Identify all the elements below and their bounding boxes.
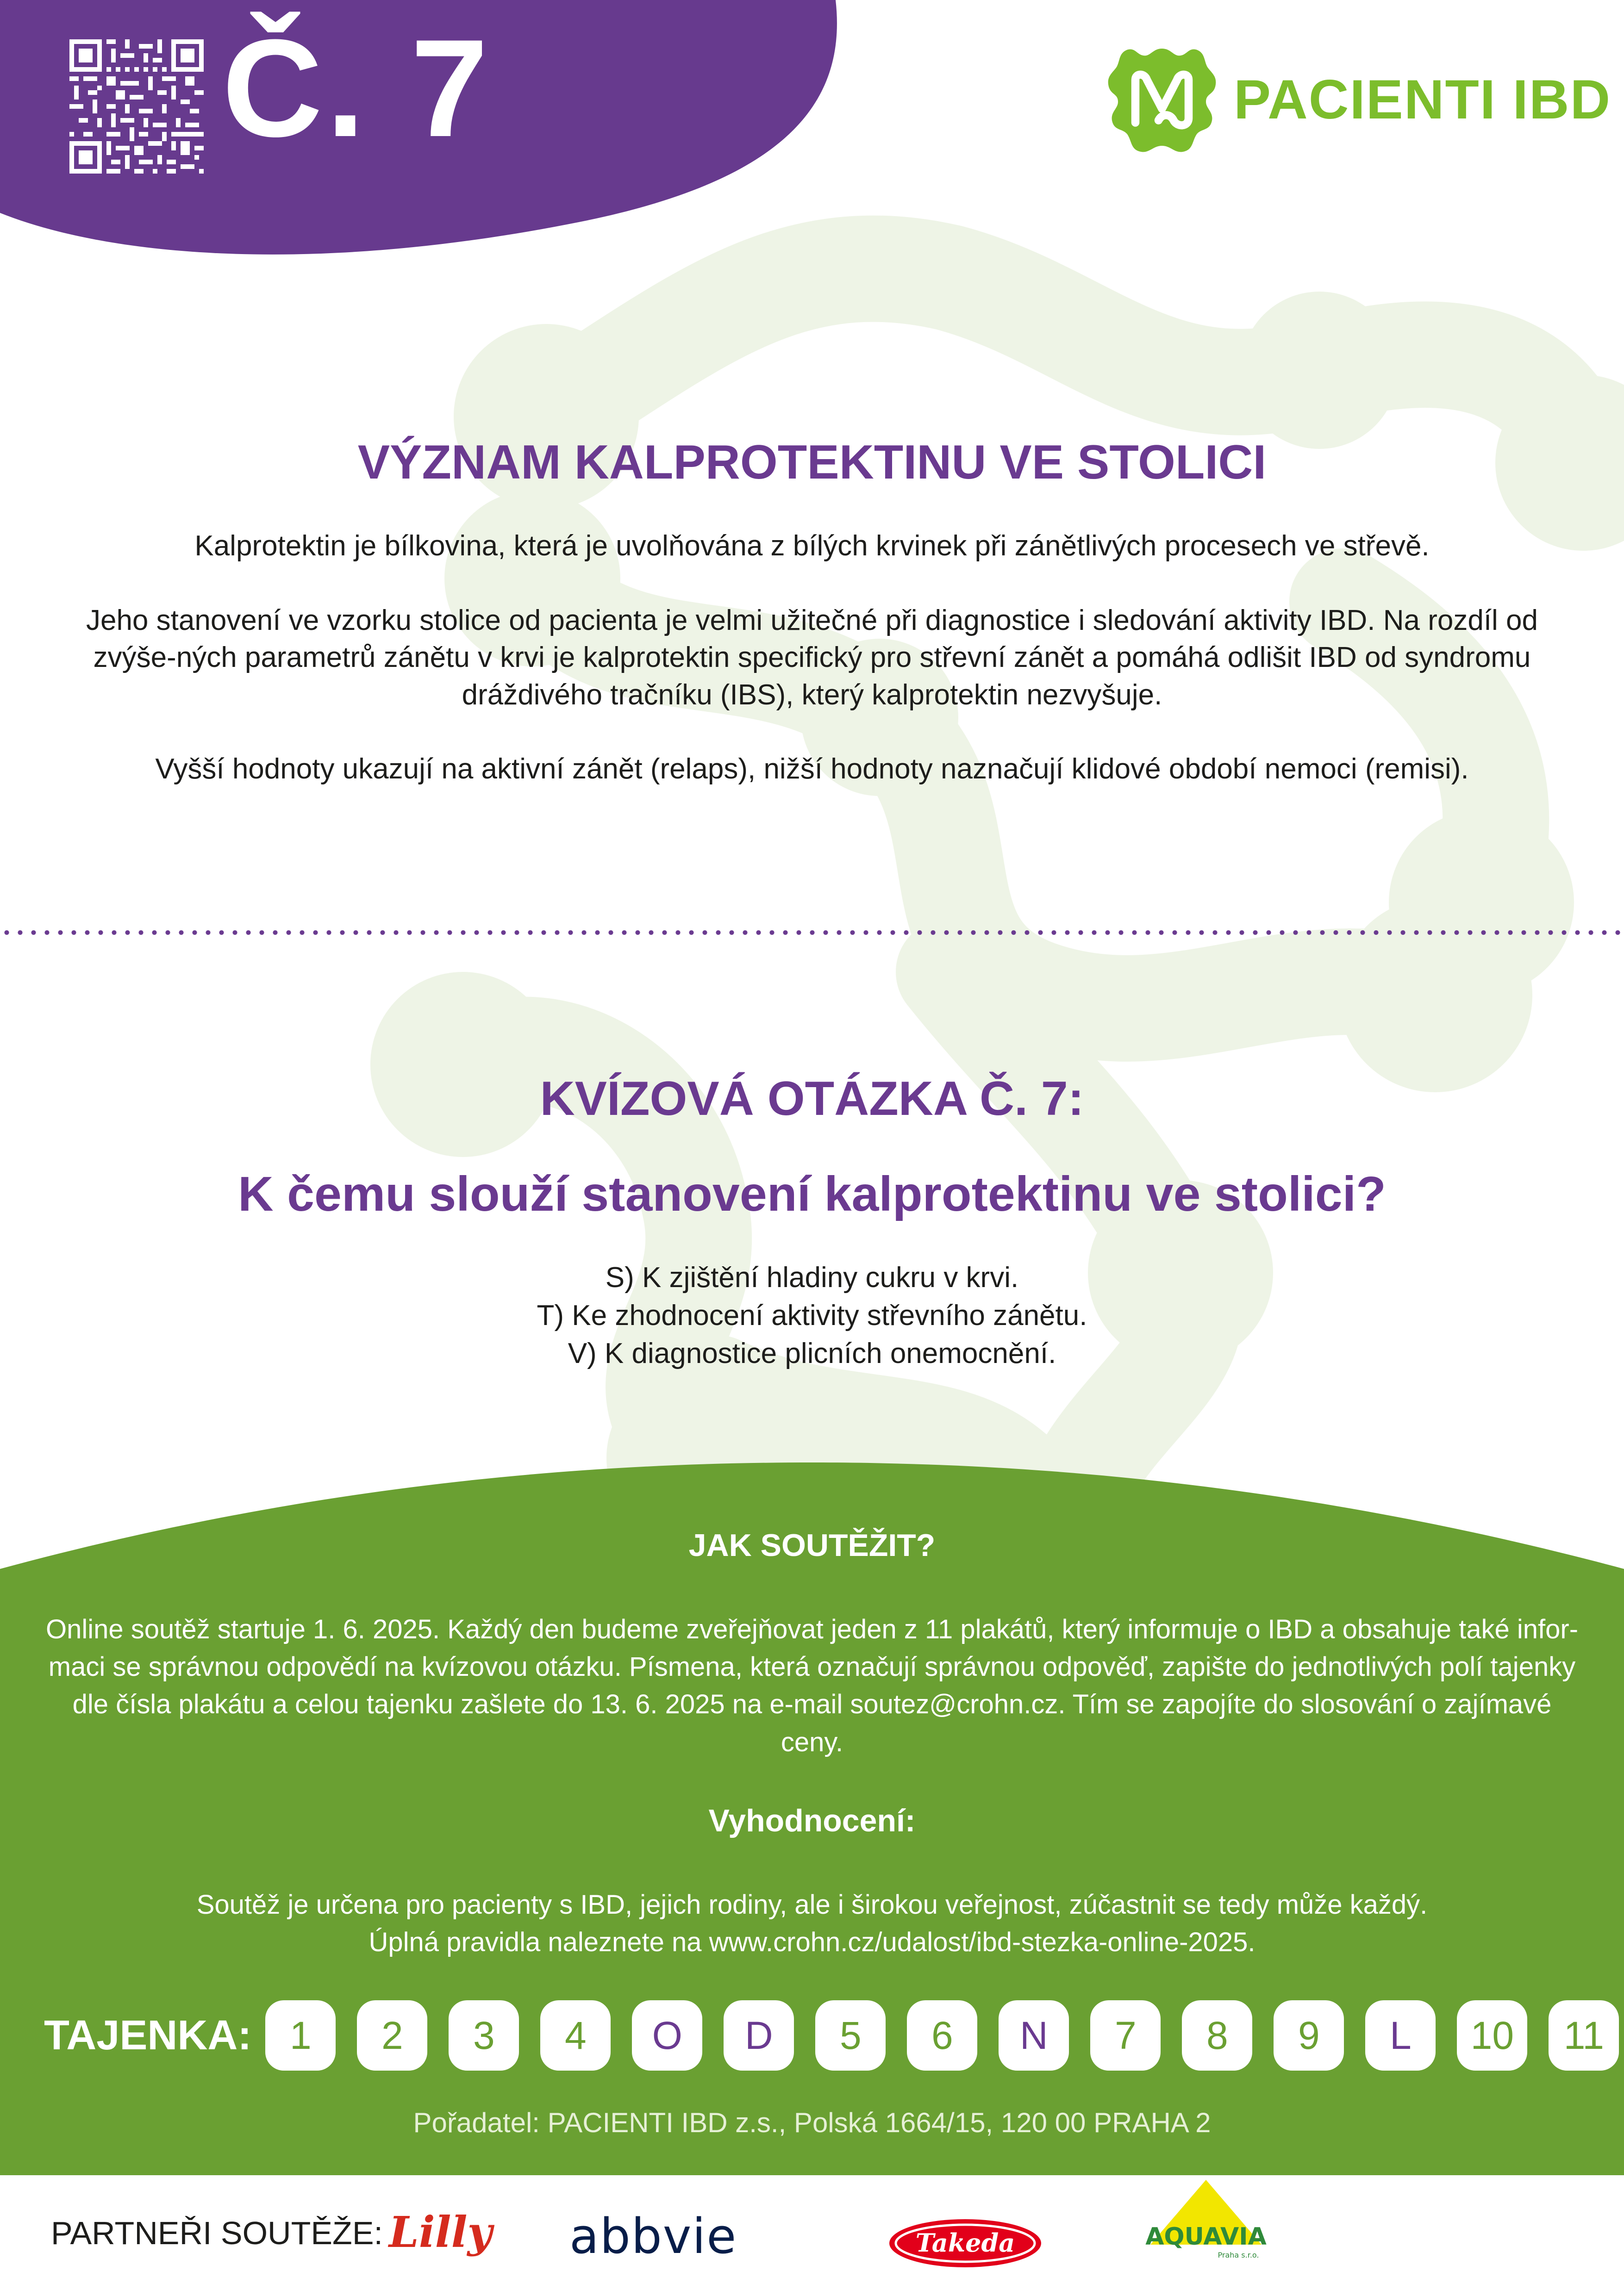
paragraph: Kalprotektin je bílkovina, která je uvolňována z bílých krvinek při zánětlivých procesech ve střevě. — [194, 530, 1430, 562]
tajenka-cell: 1 — [265, 2000, 336, 2071]
section-title: VÝZNAM KALPROTEKTINU VE STOLICI — [357, 436, 1267, 489]
paragraph: Vyšší hodnoty ukazují na aktivní zánět (relaps), nižší hodnoty naznačují klidové období nemoci (remisi). — [155, 753, 1469, 785]
tajenka-cell: 3 — [449, 2000, 519, 2071]
tajenka-cell: 5 — [815, 2000, 886, 2071]
tajenka-cell: O — [632, 2000, 702, 2071]
contest-body: Online soutěž startuje 1. 6. 2025. Každý den budeme zveřejňovat jeden z 11 plakátů, který informuje o IBD a obsahuje také infor-maci se správnou odpovědí na kvízovou otázku. Písmena, která označují správnou odpověď, zapište do jednotlivých polí tajenky dle čísla plakátu a celou tajenku zašlete do 13. 6. 2025 na e-mail soutez@crohn.cz. Tím se zapojíte do slosování o zajímavé ceny. — [45, 1614, 1579, 1757]
contest-rules — [0, 1886, 1624, 1961]
quiz-title: KVÍZOVÁ OTÁZKA Č. 7: — [540, 1072, 1084, 1126]
dotted-divider — [0, 930, 1624, 935]
qr-code-icon[interactable] — [69, 39, 204, 174]
tajenka-cell: 6 — [907, 2000, 977, 2071]
takeda-logo-text: Takeda — [915, 2228, 1015, 2258]
section-body — [46, 528, 1578, 825]
tajenka-cell: 9 — [1274, 2000, 1344, 2071]
aquavia-logo-text: AQUAVIA — [1145, 2223, 1267, 2251]
quiz-question: K čemu slouží stanovení kalprotektinu ve stolici? — [238, 1167, 1386, 1221]
tajenka-cell: 11 — [1549, 2000, 1619, 2071]
abbvie-logo — [569, 2212, 801, 2263]
tajenka-cell: 10 — [1457, 2000, 1527, 2071]
poster-number: Č. 7 — [222, 10, 492, 166]
intestine-logo-icon — [1104, 42, 1220, 157]
evaluation-title: Vyhodnocení: — [708, 1803, 916, 1838]
lilly-logo — [384, 2198, 495, 2268]
tajenka-cell: 7 — [1090, 2000, 1161, 2071]
brand-name: PACIENTI IBD — [1234, 68, 1612, 131]
tajenka-cell: 8 — [1182, 2000, 1252, 2071]
tajenka-cell: 2 — [357, 2000, 427, 2071]
partners-label: PARTNEŘI SOUTĚŽE: — [51, 2215, 383, 2251]
tajenka-cells — [265, 2000, 1619, 2071]
tajenka-cell: 4 — [540, 2000, 611, 2071]
aquavia-logo — [1137, 2175, 1275, 2277]
aquavia-subtext: Praha s.r.o. — [1218, 2251, 1259, 2259]
abbvie-logo-text: abbvie — [569, 2212, 737, 2263]
takeda-logo — [887, 2210, 1044, 2275]
tajenka-row — [44, 1998, 1619, 2072]
contest-title: JAK SOUTĚŽIT? — [688, 1528, 936, 1563]
tajenka-label: TAJENKA: — [44, 2012, 252, 2059]
organizer-info: Pořadatel: PACIENTI IBD z.s., Polská 1664/15, 120 00 PRAHA 2 — [413, 2107, 1211, 2138]
tajenka-cell: N — [999, 2000, 1069, 2071]
paragraph: Jeho stanovení ve vzorku stolice od pacienta je velmi užitečné při diagnostice i sledování aktivity IBD. Na rozdíl od zvýše-ných parametrů zánětu v krvi je kalprotektin specifický pro střevní zánět a pomáhá odlišit IBD od syndromu dráždivého tračníku (IBS), který kalprotektin nezvyšuje. — [86, 604, 1538, 711]
lilly-logo-text: Lilly — [389, 2207, 492, 2257]
quiz-option: T) Ke zhodnocení aktivity střevního zánětu. — [537, 1299, 1087, 1332]
quiz-option: S) K zjištění hladiny cukru v krvi. — [605, 1262, 1019, 1294]
tajenka-cell: L — [1365, 2000, 1436, 2071]
quiz-option: V) K diagnostice plicních onemocnění. — [568, 1337, 1056, 1369]
brand-logo[interactable] — [1104, 42, 1611, 157]
rules-line: Úplná pravidla naleznete na www.crohn.cz/udalost/ibd-stezka-online-2025. — [369, 1927, 1255, 1958]
rules-line: Soutěž je určena pro pacienty s IBD, jejich rodiny, ale i širokou veřejnost, zúčastnit se tedy může každý. — [196, 1890, 1428, 1920]
quiz-options — [0, 1259, 1624, 1372]
tajenka-cell: D — [724, 2000, 794, 2071]
